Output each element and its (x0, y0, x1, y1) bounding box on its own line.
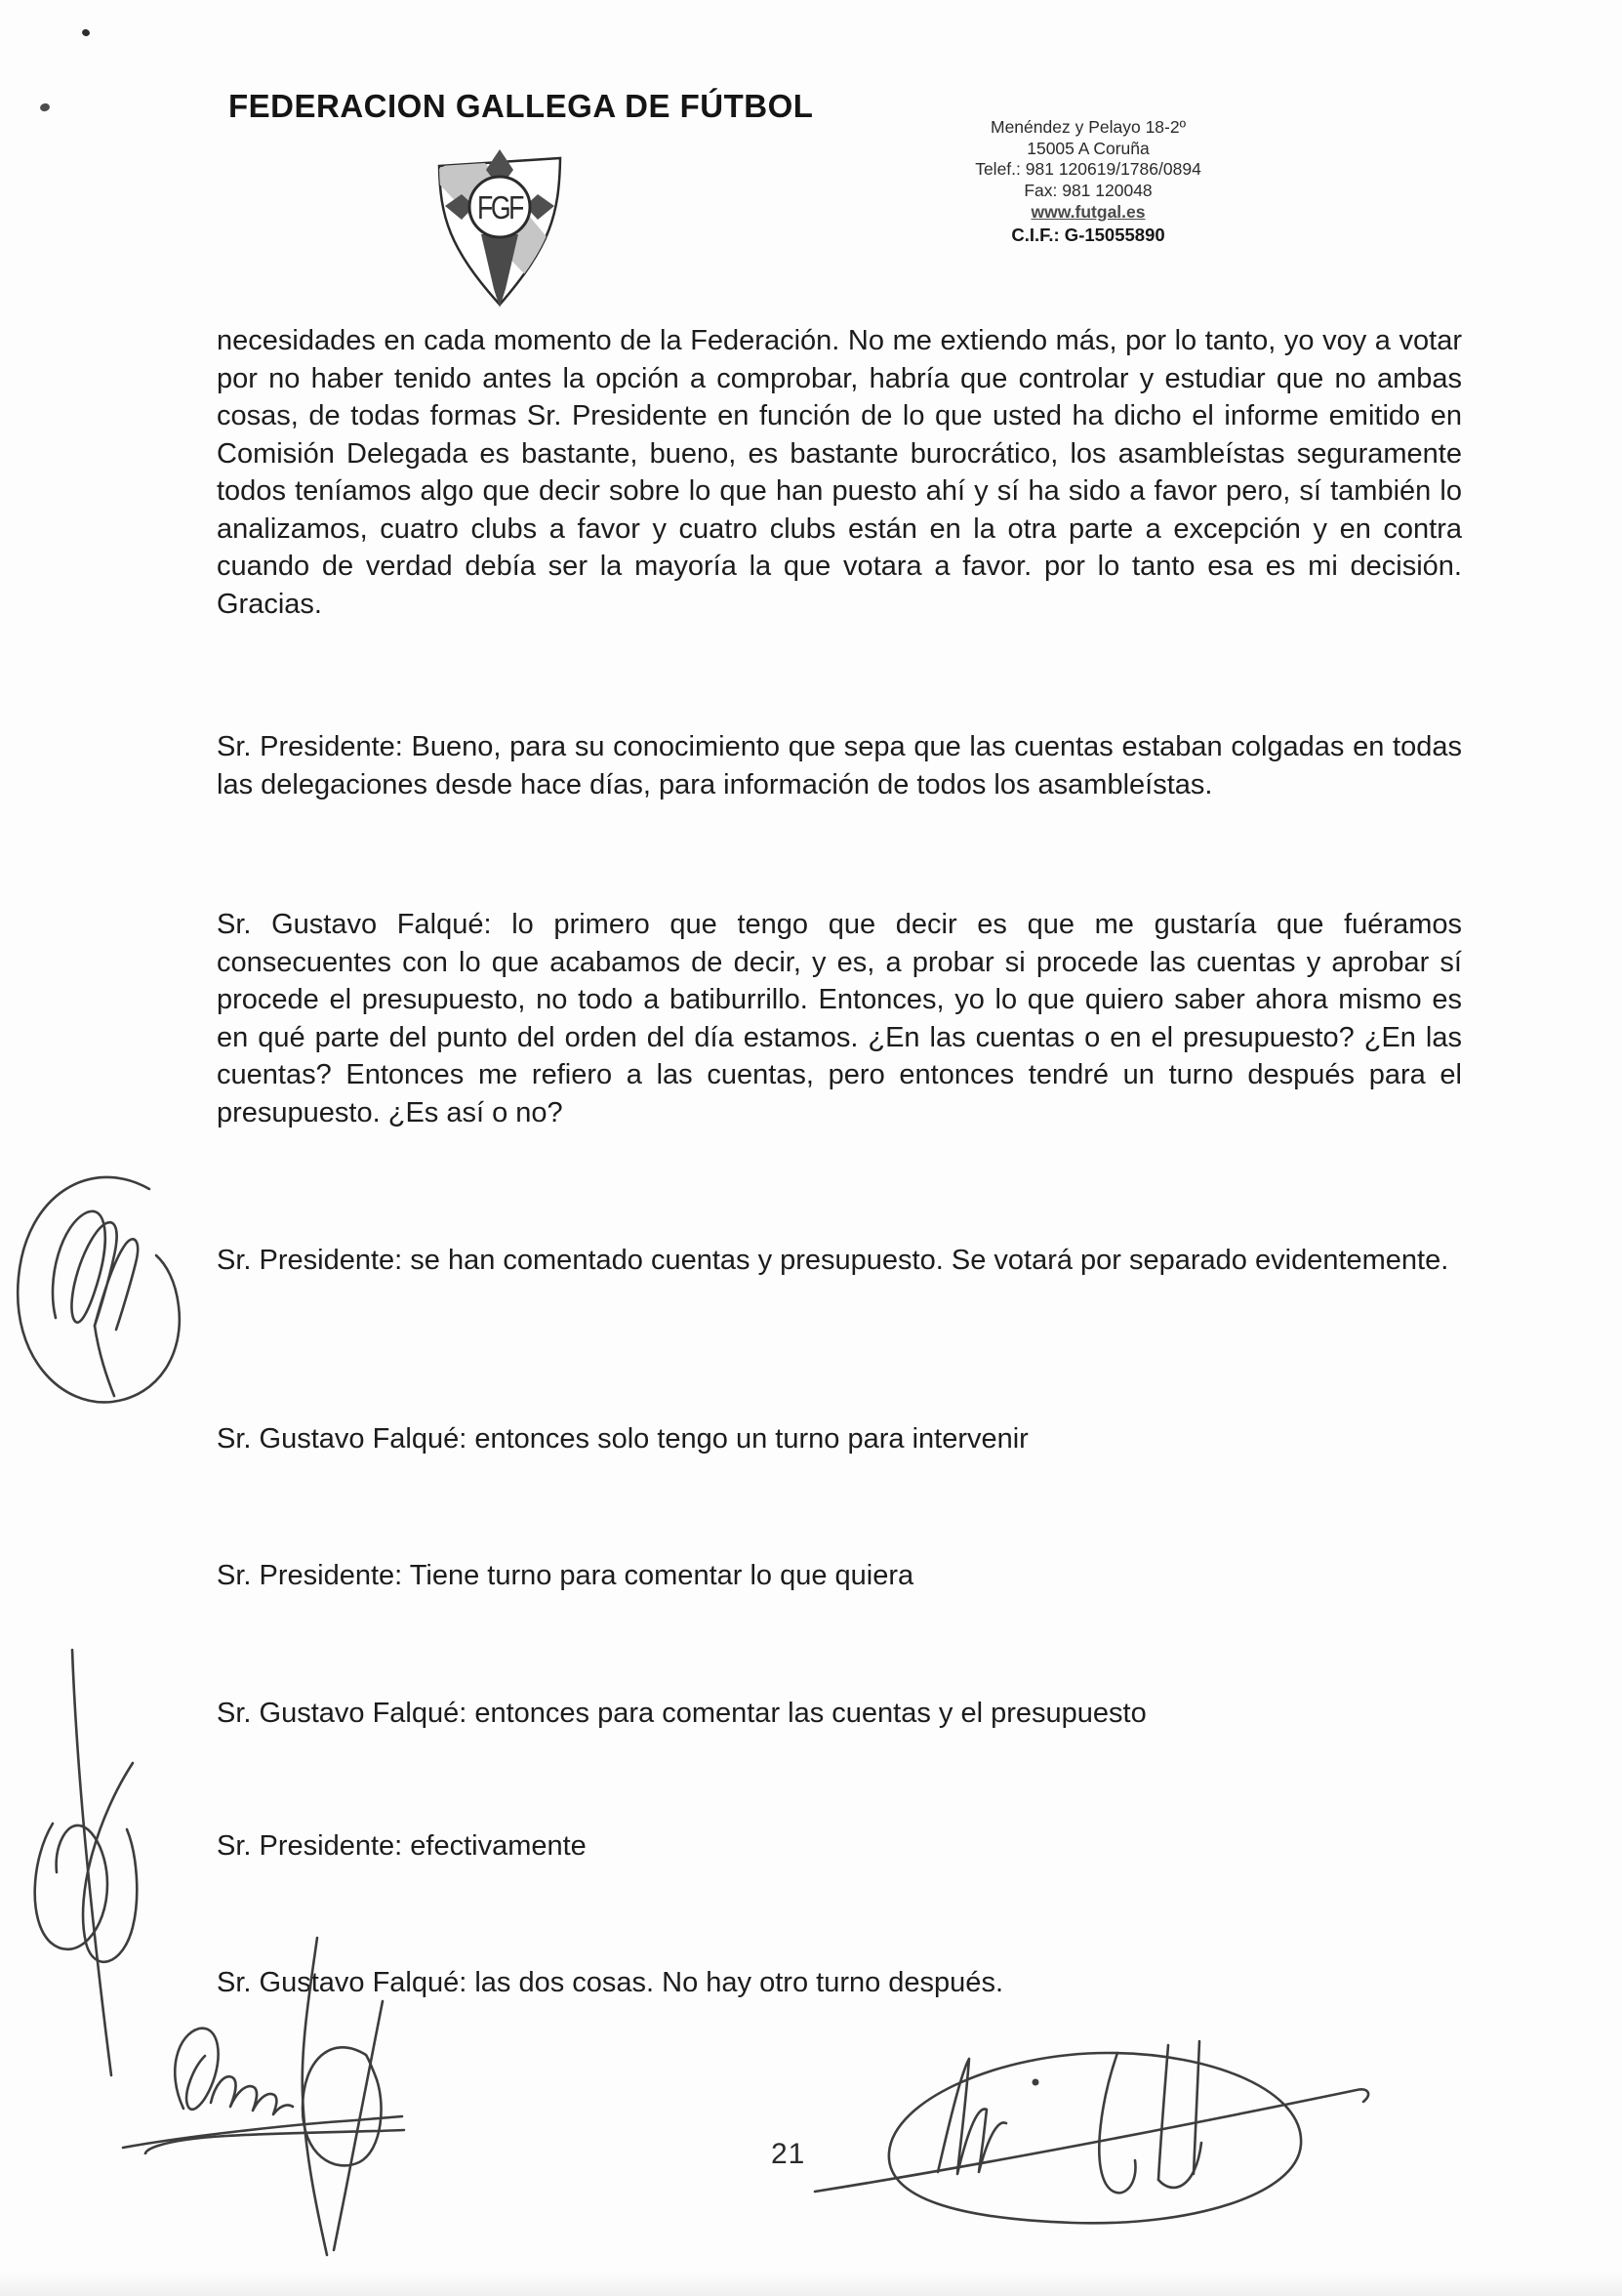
fax-line: Fax: 981 120048 (1024, 180, 1153, 200)
cif-line: C.I.F.: G-15055890 (1011, 224, 1165, 245)
phone-line: Telef.: 981 120619/1786/0894 (975, 159, 1201, 179)
letterhead-address-block (869, 117, 1308, 245)
address-line: Menéndez y Pelayo 18-2º (991, 117, 1186, 137)
paragraph: Sr. Presidente: Bueno, para su conocimiento que sepa que las cuentas estaban colgadas en todas las delegaciones desde hace días, para información de todos los asambleístas. (217, 731, 1462, 800)
paragraph: Sr. Gustavo Falqué: entonces solo tengo un turno para intervenir (217, 1423, 1029, 1455)
paragraph: Sr. Gustavo Falqué: lo primero que tengo que decir es que me gustaría que fuéramos consecuentes con lo que acabamos de decir, y es, a probar si procede las cuentas y aprobar sí procede el presupuesto, no todo a batiburrillo. Entonces, yo lo que quiero saber ahora mismo es en qué parte del punto del orden del día estamos. ¿En las cuentas o en el presupuesto? ¿En las cuentas? Entonces me refiero a las cuentas, pero entonces tendré un turno después para el presupuesto. ¿Es así o no? (217, 909, 1462, 1128)
address-line: 15005 A Coruña (1027, 138, 1150, 158)
signature-circle-left-margin (5, 1162, 195, 1411)
signature-bottom-right (795, 2035, 1381, 2231)
paragraph: Sr. Gustavo Falqué: entonces para comentar las cuentas y el presupuesto (217, 1698, 1147, 1729)
page-number: 21 (771, 2138, 806, 2170)
website-link: www.futgal.es (1031, 202, 1146, 222)
signature-bottom-middle (273, 1928, 410, 2265)
paragraph: Sr. Presidente: efectivamente (217, 1830, 587, 1862)
paragraph: Sr. Presidente: se han comentado cuentas y presupuesto. Se votará por separado evidentemente. (217, 1245, 1449, 1276)
scan-dot (39, 102, 51, 112)
paragraph: Sr. Gustavo Falqué: las dos cosas. No hay otro turno después. (217, 1967, 1003, 1998)
paragraph: necesidades en cada momento de la Federación. No me extiendo más, por lo tanto, yo voy a votar por no haber tenido antes la opción a comprobar, habría que controlar y estudiar que no ambas cosas, de todas formas Sr. Presidente en función de lo que usted ha dicho el informe emitido en Comisión Delegada es bastante, bueno, es bastante burocrático, los asambleístas seguramente todos teníamos algo que decir sobre lo que han puesto ahí y sí ha sido a favor pero, sí también lo analizamos, cuatro clubs a favor y cuatro clubs están en la otra parte a excepción y en contra cuando de verdad debía ser la mayoría la que votara a favor. por lo tanto esa es mi decisión. Gracias. (217, 325, 1462, 620)
logo-monogram: FGF (477, 189, 524, 226)
fgf-crest-shield-icon (426, 144, 574, 312)
scan-dot (81, 28, 91, 37)
organization-title: FEDERACION GALLEGA DE FÚTBOL (228, 88, 814, 124)
paragraph: Sr. Presidente: Tiene turno para comentar lo que quiera (217, 1560, 914, 1591)
